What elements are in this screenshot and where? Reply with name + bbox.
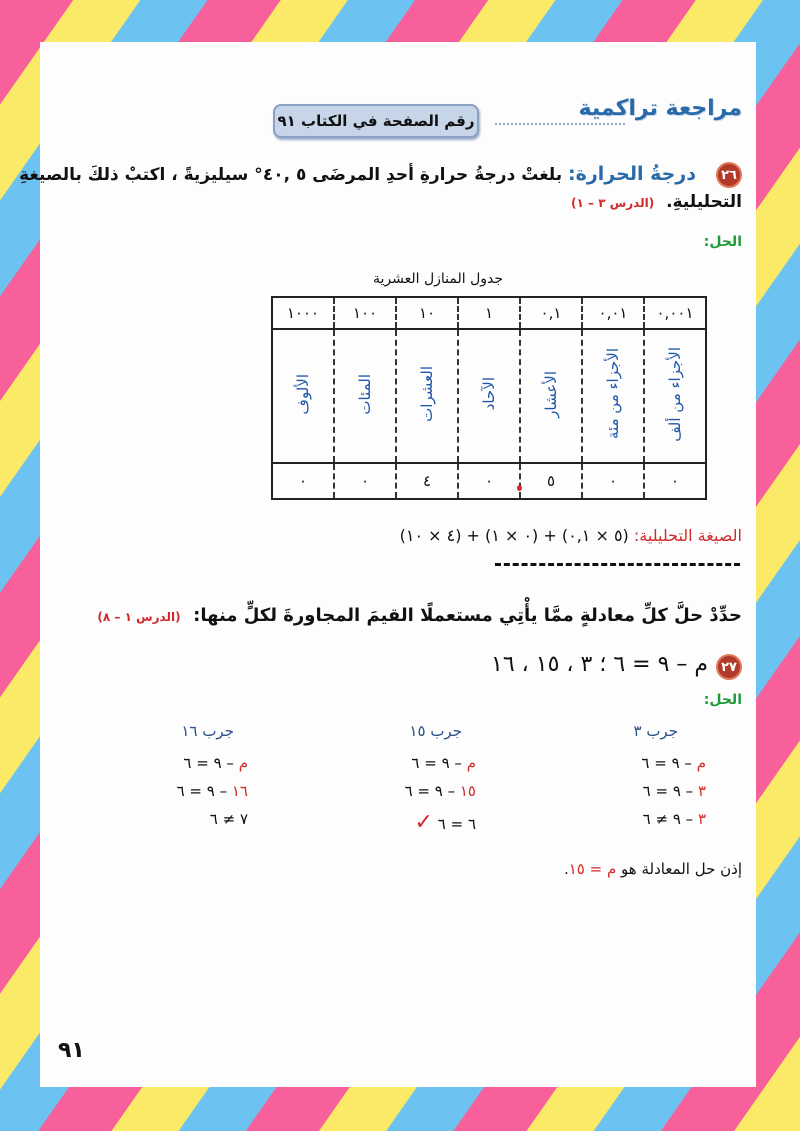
expanded-form-value: (٤ × ١٠) + (٠ × ١) + (٥ × ٠,١) bbox=[399, 526, 629, 545]
title-dotted-line bbox=[495, 123, 625, 125]
problem-26-text: بلغتْ درجةُ حرارةِ أحدِ المرضَى ٥ ,٤٠° سيليزيةً ، اكتبْ ذلكَ بالصيغةِ bbox=[19, 165, 563, 185]
place-name: المئات bbox=[356, 373, 374, 415]
place-name: الآحاد bbox=[480, 377, 498, 411]
problem-26-statement bbox=[19, 158, 696, 192]
book-page-reference: رقم الصفحة في الكتاب ٩١ bbox=[273, 104, 479, 138]
table-name-cell bbox=[334, 329, 396, 463]
conclusion bbox=[564, 860, 742, 878]
table-name-cell bbox=[582, 329, 644, 463]
trial-expression: – ٩ = ٦ bbox=[176, 782, 232, 800]
problem-26-statement-line2 bbox=[571, 192, 742, 212]
problem-26-label: درجةُ الحرارة: bbox=[568, 163, 696, 185]
trial-expression: – ٩ = ٦ bbox=[183, 754, 239, 772]
problem-26-solution-label: الحل: bbox=[703, 234, 742, 250]
trial-line bbox=[98, 810, 248, 828]
page-number: ٩١ bbox=[58, 1038, 85, 1063]
trial-column-15 bbox=[326, 722, 476, 835]
problem-26-badge: ٢٦ bbox=[716, 162, 742, 188]
trial-heading: جرب ١٦ bbox=[181, 722, 234, 740]
trial-expression: – ٩ = ٦ bbox=[642, 782, 698, 800]
table-value-cell: ٠ bbox=[458, 463, 520, 499]
problem-27-lesson: (الدرس ١ – ٨) bbox=[97, 610, 181, 624]
place-name: الأعشار bbox=[542, 370, 560, 418]
conclusion-suffix: . bbox=[563, 860, 569, 878]
table-header-cell: ٠,٠١ bbox=[582, 297, 644, 329]
table-name-cell bbox=[644, 329, 706, 463]
trial-result: – ٩ ≠ ٦ bbox=[642, 810, 698, 828]
expanded-form bbox=[400, 526, 742, 545]
table-header-cell: ٠,١ bbox=[520, 297, 582, 329]
table-name-cell bbox=[396, 329, 458, 463]
table-value-cell: ٥ bbox=[520, 463, 582, 499]
expanded-form-label: الصيغة التحليلية: bbox=[633, 526, 742, 545]
problem-27-instruction bbox=[97, 605, 742, 626]
trial-expression: – ٩ = ٦ bbox=[641, 754, 697, 772]
place-name: العشرات bbox=[418, 366, 436, 422]
table-value-cell: ٤ bbox=[396, 463, 458, 499]
problem-27-badge: ٢٧ bbox=[716, 654, 742, 680]
trial-substituted-value: ١٦ bbox=[231, 782, 248, 800]
place-value-table-caption: جدول المنازل العشرية bbox=[372, 271, 504, 287]
section-divider bbox=[495, 563, 740, 566]
trial-line bbox=[556, 782, 706, 800]
trial-result: ٧ ≠ ٦ bbox=[209, 810, 248, 828]
trial-variable: م bbox=[238, 754, 248, 772]
place-name: الأجزاء من ألف bbox=[666, 346, 684, 442]
decimal-point-marker bbox=[517, 485, 522, 491]
trial-line bbox=[326, 810, 476, 835]
trial-heading: جرب ١٥ bbox=[409, 722, 462, 740]
trial-expression: – ٩ = ٦ bbox=[411, 754, 467, 772]
problem-27-instruction-text: حدِّدْ حلَّ كلِّ معادلةٍ ممَّا يأْتِي مستعملًا القيمَ المجاورةَ لكلٍّ منها: bbox=[193, 605, 742, 626]
trial-substituted-value: ١٥ bbox=[459, 782, 476, 800]
trial-substituted-value: ٣ bbox=[697, 782, 706, 800]
trial-variable: م bbox=[696, 754, 706, 772]
trial-line bbox=[326, 754, 476, 772]
trial-line bbox=[98, 754, 248, 772]
problem-27-equation: م – ٩ = ٦ ؛ ٣ ، ١٥ ، ١٦ bbox=[491, 652, 708, 677]
table-header-cell: ٠,٠٠١ bbox=[644, 297, 706, 329]
place-value-table bbox=[271, 296, 707, 500]
trial-substituted-value: ٣ bbox=[697, 810, 706, 828]
table-value-cell: ٠ bbox=[644, 463, 706, 499]
place-name: الألوف bbox=[294, 373, 312, 415]
trial-column-3 bbox=[556, 722, 706, 828]
table-value-cell: ٠ bbox=[334, 463, 396, 499]
table-header-cell: ١ bbox=[458, 297, 520, 329]
table-header-cell: ١٠٠٠ bbox=[272, 297, 334, 329]
trial-expression: – ٩ = ٦ bbox=[404, 782, 460, 800]
trial-heading: جرب ٣ bbox=[633, 722, 678, 740]
page-sheet bbox=[19, 42, 756, 1087]
table-header-cell: ١٠٠ bbox=[334, 297, 396, 329]
trial-line bbox=[98, 782, 248, 800]
conclusion-value: م = ١٥ bbox=[568, 860, 617, 878]
trial-line bbox=[556, 810, 706, 828]
trial-line bbox=[556, 754, 706, 772]
trial-result: ٦ = ٦ bbox=[437, 815, 476, 833]
trial-line bbox=[326, 782, 476, 800]
checkmark-icon: ✓ bbox=[414, 810, 433, 835]
conclusion-prefix: إذن حل المعادلة هو bbox=[621, 860, 742, 878]
table-name-cell bbox=[520, 329, 582, 463]
problem-26-text-2: التحليليةِ. bbox=[666, 192, 742, 212]
problem-27-solution-label: الحل: bbox=[703, 692, 742, 708]
problem-26-lesson: (الدرس ٣ – ١) bbox=[571, 196, 655, 210]
trial-variable: م bbox=[466, 754, 476, 772]
table-name-cell bbox=[458, 329, 520, 463]
table-name-cell bbox=[272, 329, 334, 463]
trial-column-16 bbox=[98, 722, 248, 828]
page-title: مراجعة تراكمية bbox=[578, 96, 742, 121]
table-value-cell: ٠ bbox=[272, 463, 334, 499]
table-value-cell: ٠ bbox=[582, 463, 644, 499]
place-name: الأجزاء من مئة bbox=[604, 348, 622, 440]
table-header-cell: ١٠ bbox=[396, 297, 458, 329]
